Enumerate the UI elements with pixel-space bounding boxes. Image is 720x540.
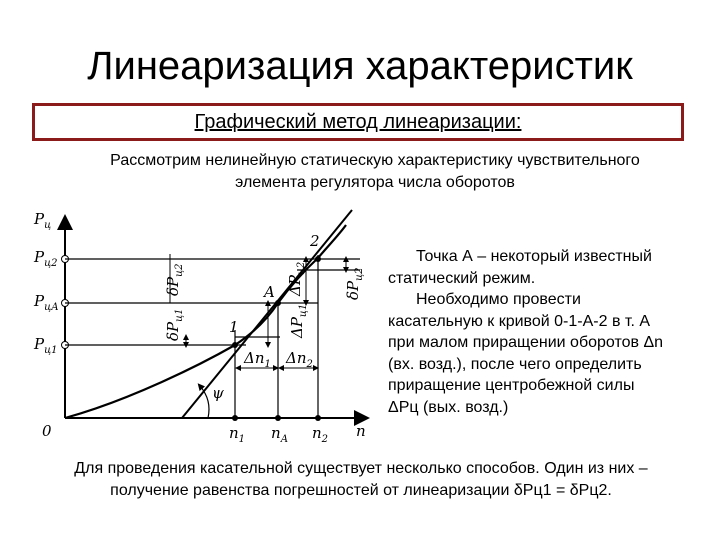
y-tick-pca: $P_{цА}$ <box>34 292 59 313</box>
explanation-text <box>388 246 713 418</box>
point-label-1: 1 <box>229 318 239 336</box>
point-1 <box>232 342 238 348</box>
side-line: Точка А – некоторый известный <box>416 248 652 265</box>
side-line: при малом приращении оборотов Δn <box>388 334 664 351</box>
subtitle: Графический метод линеаризации: <box>194 111 522 133</box>
label-dn1: $\Delta n_1$ <box>244 349 271 370</box>
page-title: Линеаризация характеристик <box>87 44 633 88</box>
label-dpc2-right: $\delta P_{ц2}$ <box>344 267 365 300</box>
label-psi: ψ <box>212 384 224 402</box>
point-a <box>275 300 281 306</box>
side-line: касательную к кривой 0-1-А-2 в т. А <box>388 312 651 330</box>
bottom-line-1: Для проведения касательной существует несколько способов. Один из них – <box>74 460 648 477</box>
x-tick-n2: $n_2$ <box>312 424 329 445</box>
x-tick-dot <box>232 415 238 421</box>
label-DPc1: $\Delta P_{ц1}$ <box>288 303 309 338</box>
origin-label: 0 <box>42 422 52 440</box>
x-axis-label: n <box>356 422 366 440</box>
x-tick-dot <box>315 415 321 421</box>
side-line: ΔPц (вых. возд.) <box>388 398 509 416</box>
bottom-text <box>6 458 716 502</box>
side-line: (вх. возд.), после чего определить <box>388 355 642 373</box>
tangent-line <box>182 210 352 418</box>
bottom-line-2: получение равенства погрешностей от линеаризации δPц1 = δPц2. <box>110 482 612 499</box>
label-dpc2-left: $\delta P_{ц2}$ <box>164 263 185 296</box>
point-label-a: A <box>264 283 275 301</box>
y-axis-label: $P_ц$ <box>34 210 52 231</box>
label-dn2: $\Delta n_2$ <box>286 349 313 370</box>
label-dpc1: $\delta P_{ц1}$ <box>164 308 185 341</box>
side-line: статический режим. <box>388 269 536 287</box>
x-tick-dot <box>275 415 281 421</box>
x-tick-n1: $n_1$ <box>229 424 246 445</box>
side-line: Необходимо провести <box>416 291 581 308</box>
y-tick-pc1: $P_{ц1}$ <box>34 335 58 356</box>
label-DPc2: $\Delta P_{ц2}$ <box>286 261 307 296</box>
y-tick-pc2: $P_{ц2}$ <box>34 248 58 269</box>
point-2 <box>315 256 321 262</box>
x-tick-na: $n_А$ <box>271 424 289 445</box>
intro-line-2: элемента регулятора числа оборотов <box>235 174 515 191</box>
intro-line-1: Рассмотрим нелинейную статическую характеристику чувствительного <box>110 152 640 169</box>
point-label-2: 2 <box>310 232 320 250</box>
side-line: приращение центробежной силы <box>388 377 635 394</box>
